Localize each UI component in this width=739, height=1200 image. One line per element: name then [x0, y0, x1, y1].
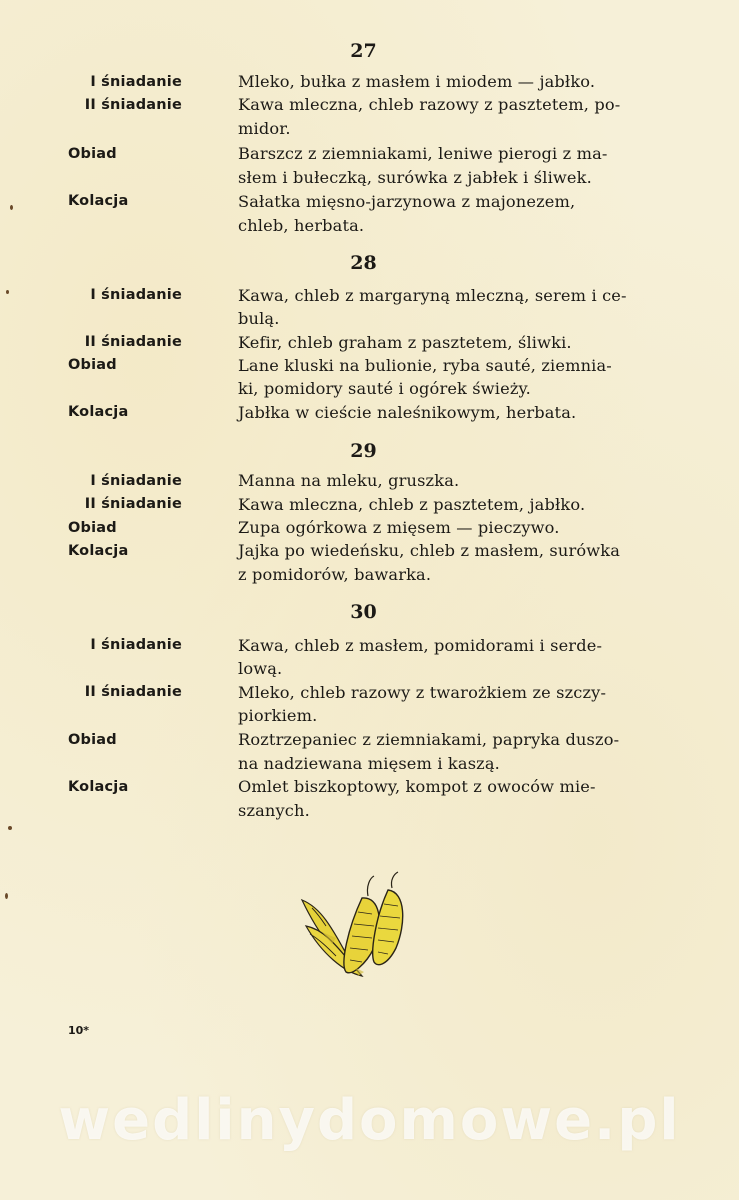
meal-text: Zupa ogórkowa z mięsem — pieczywo.	[238, 518, 560, 537]
meal-label: II śniadanie	[84, 97, 182, 113]
corn-cobs-illustration	[292, 868, 422, 988]
meal-text: Mleko, bułka z masłem i miodem — jabłko.	[238, 72, 596, 91]
meal-label: II śniadanie	[84, 684, 182, 700]
meal-text: Kawa, chleb z masłem, pomidorami i serde-	[238, 636, 603, 655]
margin-speck	[6, 290, 9, 294]
day-number: 28	[350, 252, 377, 274]
meal-text: bulą.	[238, 309, 280, 328]
meal-label: I śniadanie	[90, 74, 182, 90]
watermark: wedlinydomowe.pl	[58, 1088, 681, 1153]
meal-text: Jabłka w cieście naleśnikowym, herbata.	[238, 403, 577, 422]
meal-text: Mleko, chleb razowy z twarożkiem ze szczy-	[238, 683, 607, 702]
meal-text: Kawa mleczna, chleb z pasztetem, jabłko.	[238, 495, 586, 514]
meal-label: I śniadanie	[90, 473, 182, 489]
meal-text: Manna na mleku, gruszka.	[238, 471, 460, 490]
meal-label: II śniadanie	[84, 334, 182, 350]
meal-label: Kolacja	[68, 543, 129, 559]
margin-speck	[10, 205, 13, 210]
meal-text: na nadziewana mięsem i kaszą.	[238, 754, 500, 773]
day-number: 30	[350, 601, 377, 623]
meal-text: z pomidorów, bawarka.	[238, 565, 432, 584]
page-number: 10*	[68, 1024, 90, 1037]
meal-text: szanych.	[238, 801, 310, 820]
margin-speck	[5, 893, 8, 899]
margin-speck	[8, 826, 12, 830]
meal-text: chleb, herbata.	[238, 216, 365, 235]
meal-text: Kawa, chleb z margaryną mleczną, serem i ce-	[238, 286, 627, 305]
meal-text: Roztrzepaniec z ziemniakami, papryka duszo-	[238, 730, 620, 749]
meal-text: słem i bułeczką, surówka z jabłek i śliwek.	[238, 168, 592, 187]
meal-label: I śniadanie	[90, 287, 182, 303]
meal-text: Kawa mleczna, chleb razowy z pasztetem, po-	[238, 95, 621, 114]
meal-text: Lane kluski na bulionie, ryba sauté, ziemnia-	[238, 356, 612, 375]
meal-label: Obiad	[68, 732, 117, 748]
meal-label: II śniadanie	[84, 496, 182, 512]
meal-label: I śniadanie	[90, 637, 182, 653]
meal-text: Barszcz z ziemniakami, leniwe pierogi z ma-	[238, 144, 608, 163]
meal-text: Sałatka mięsno-jarzynowa z majonezem,	[238, 192, 576, 211]
meal-text: Omlet biszkoptowy, kompot z owoców mie-	[238, 777, 596, 796]
meal-text: ki, pomidory sauté i ogórek świeży.	[238, 379, 531, 398]
meal-label: Obiad	[68, 146, 117, 162]
meal-label: Obiad	[68, 357, 117, 373]
meal-label: Kolacja	[68, 193, 129, 209]
meal-text: Jajka po wiedeńsku, chleb z masłem, surówka	[238, 541, 621, 560]
meal-label: Obiad	[68, 520, 117, 536]
meal-text: Kefir, chleb graham z pasztetem, śliwki.	[238, 333, 572, 352]
meal-label: Kolacja	[68, 404, 129, 420]
meal-text: piorkiem.	[238, 706, 318, 725]
day-number: 29	[350, 440, 377, 462]
day-number: 27	[350, 40, 377, 62]
meal-label: Kolacja	[68, 779, 129, 795]
meal-text: midor.	[238, 119, 291, 138]
meal-text: lową.	[238, 659, 283, 678]
